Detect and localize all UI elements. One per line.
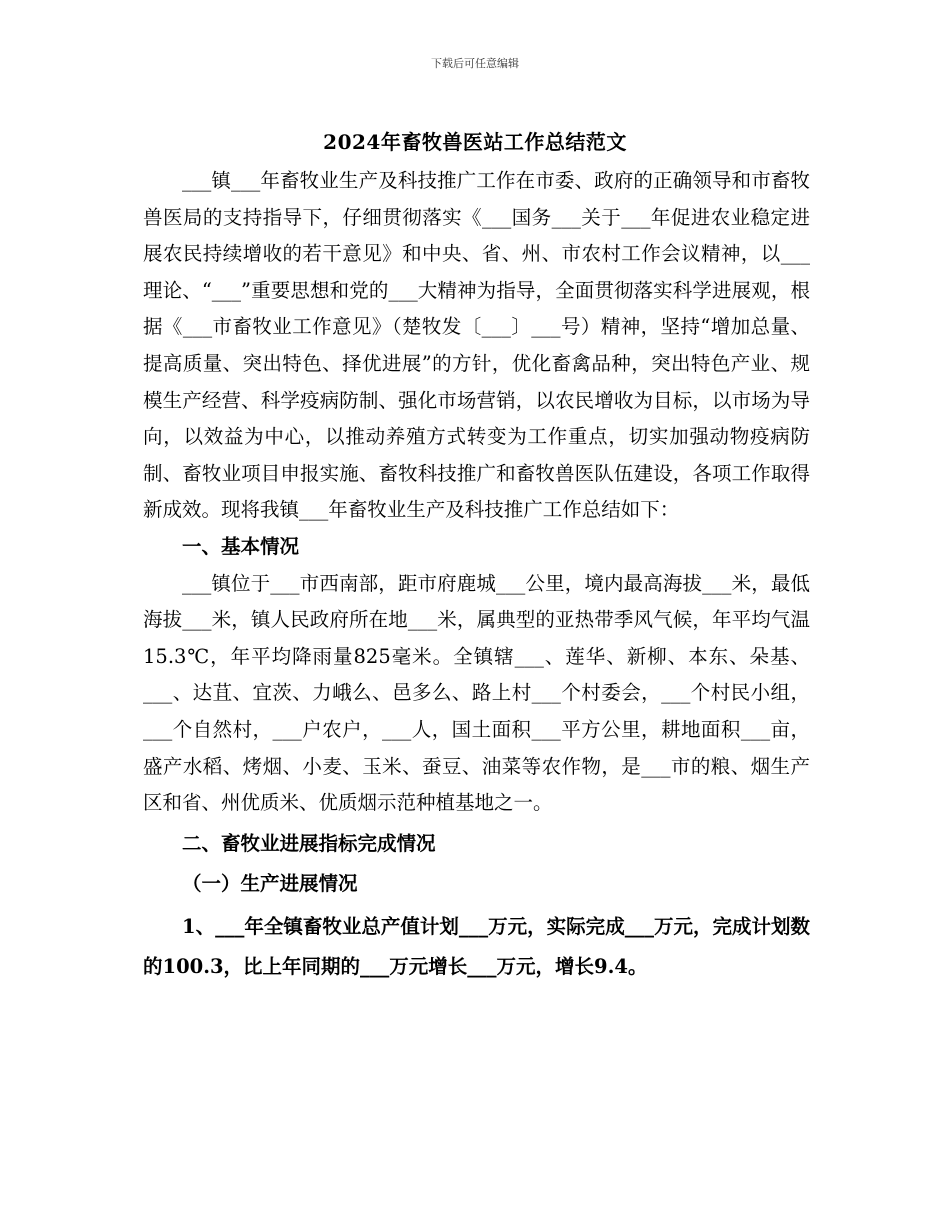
intro-paragraph: ___镇___年畜牧业生产及科技推广工作在市委、政府的正确领导和市畜牧兽医局的支持指导下，仔细贯彻落实《___国务___关于___年促进农业稳定进展农民持续增收的若干意见》和中央、省、州、市农村工作会议精神，以___理论、“___”重要思想和党的___大精神为指导，全面贯彻落实科学进展观，根据《___市畜牧业工作意见》（楚牧发〔___〕___号）精神，坚持“增加总量、提高质量、突出特色、择优进展”的方针，优化畜禽品种，突出特色产业、规模生产经营、科学疫病防制、强化市场营销，以农民增收为目标，以市场为导向，以效益为中心，以推动养殖方式转变为工作重点，切实加强动物疫病防制、畜牧业项目申报实施、畜牧科技推广和畜牧兽医队伍建设，各项工作取得新成效。现将我镇___年畜牧业生产及科技推广工作总结如下： — [143, 169, 810, 522]
section-heading-indicators: 二、畜牧业进展指标完成情况 — [182, 831, 436, 855]
header-note: 下载后可任意编辑 — [431, 57, 519, 70]
section-heading-basic: 一、基本情况 — [182, 534, 300, 558]
document-title: 2024年畜牧兽医站工作总结范文 — [323, 130, 627, 154]
subsection-heading-production: （一）生产进展情况 — [182, 872, 358, 896]
basic-info-paragraph: ___镇位于___市西南部，距市府鹿城___公里，境内最高海拔___米，最低海拔___米，镇人民政府所在地___米，属典型的亚热带季风气候，年平均气温15.3℃，年平均降雨量825毫米。全镇辖___、莲华、新柳、本东、朵基、___、达苴、宜茨、力峨么、邑多么、路上村___个村委会，___个村民小组，___个自然村，___户农户，___人，国土面积___平方公里，耕地面积___亩，盛产水稻、烤烟、小麦、玉米、蚕豆、油菜等农作物，是___市的粮、烟生产区和省、州优质米、优质烟示范种植基地之一。 — [143, 571, 810, 815]
document-body — [143, 163, 810, 987]
production-paragraph: 1、___年全镇畜牧业总产值计划___万元，实际完成___万元，完成计划数的100.3，比上年同期的___万元增长___万元，增长9.4。 — [143, 914, 810, 978]
